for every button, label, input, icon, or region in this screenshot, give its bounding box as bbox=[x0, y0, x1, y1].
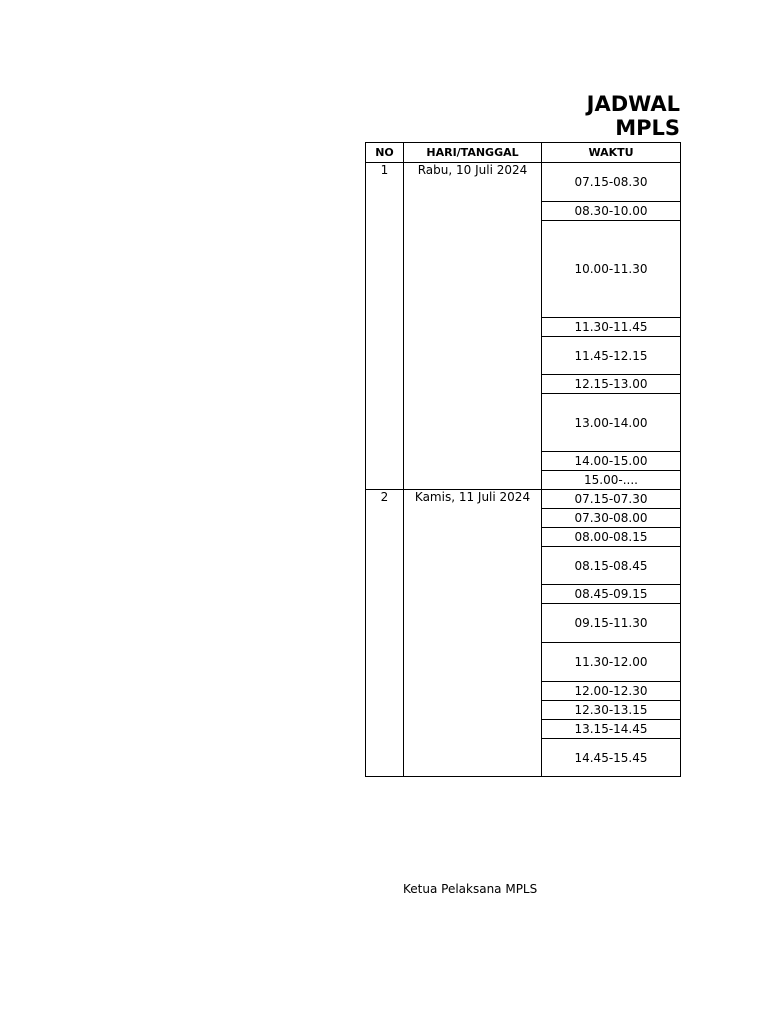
time-slot: 08.30-10.00 bbox=[542, 202, 681, 221]
header-time: WAKTU bbox=[542, 143, 681, 163]
day-date: Kamis, 11 Juli 2024 bbox=[404, 490, 542, 777]
time-slot: 13.15-14.45 bbox=[542, 720, 681, 739]
time-slot: 12.00-12.30 bbox=[542, 682, 681, 701]
table-row bbox=[366, 490, 681, 509]
time-slot: 12.30-13.15 bbox=[542, 701, 681, 720]
table-row bbox=[366, 163, 681, 202]
time-slot: 08.45-09.15 bbox=[542, 585, 681, 604]
time-slot: 08.15-08.45 bbox=[542, 547, 681, 585]
time-slot: 13.00-14.00 bbox=[542, 394, 681, 452]
time-slot: 07.15-08.30 bbox=[542, 163, 681, 202]
time-slot: 08.00-08.15 bbox=[542, 528, 681, 547]
time-slot: 12.15-13.00 bbox=[542, 375, 681, 394]
day-date: Rabu, 10 Juli 2024 bbox=[404, 163, 542, 490]
time-slot: 07.15-07.30 bbox=[542, 490, 681, 509]
schedule-table bbox=[365, 142, 681, 777]
header-day: HARI/TANGGAL bbox=[404, 143, 542, 163]
time-slot: 11.30-11.45 bbox=[542, 318, 681, 337]
day-number: 1 bbox=[366, 163, 404, 490]
time-slot: 07.30-08.00 bbox=[542, 509, 681, 528]
page-title: JADWAL MPLS bbox=[586, 92, 680, 140]
signature-label: Ketua Pelaksana MPLS bbox=[403, 882, 538, 896]
time-slot: 14.00-15.00 bbox=[542, 452, 681, 471]
header-no: NO bbox=[366, 143, 404, 163]
time-slot: 10.00-11.30 bbox=[542, 221, 681, 318]
time-slot: 14.45-15.45 bbox=[542, 739, 681, 777]
day-number: 2 bbox=[366, 490, 404, 777]
time-slot: 15.00-.... bbox=[542, 471, 681, 490]
time-slot: 11.45-12.15 bbox=[542, 337, 681, 375]
header-row bbox=[366, 143, 681, 163]
time-slot: 09.15-11.30 bbox=[542, 604, 681, 643]
time-slot: 11.30-12.00 bbox=[542, 643, 681, 682]
